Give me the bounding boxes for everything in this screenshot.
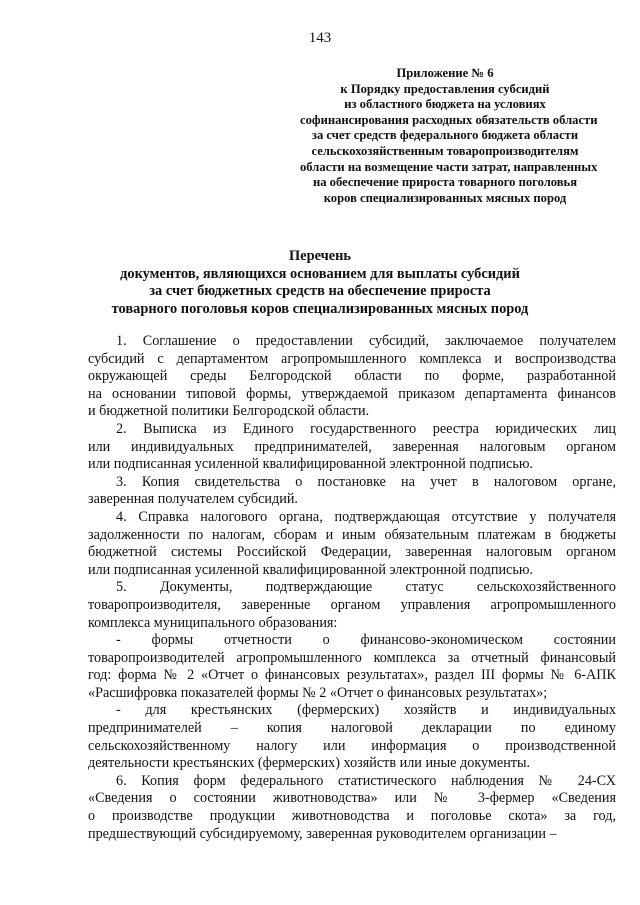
annex-line: коров специализированных мясных пород	[323, 190, 567, 205]
paragraph-line: окружающей среды Белгородской области по форме, разработанной	[88, 368, 616, 385]
paragraph-line: товаропроизводителя, заверенные органом управления агропромышленного	[88, 596, 616, 613]
annex-line: из областного бюджета на условиях	[344, 97, 546, 112]
paragraph-line: на основании типовой формы, утверждаемой приказом департамента финансов	[88, 385, 616, 402]
paragraph-line: 6. Копия форм федерального статистического наблюдения № 24-СХ	[116, 772, 616, 789]
paragraph-line: или индивидуальных предпринимателей, заверенная налоговым органом	[88, 438, 616, 455]
paragraph	[88, 773, 616, 843]
paragraph-line: о производстве продукции животноводства и поголовье скота» за год,	[88, 808, 616, 825]
annex-line: Приложение № 6	[396, 66, 494, 80]
paragraph-line: или подписанная усиленной квалифицированной электронной подписью.	[88, 456, 533, 473]
paragraph-line: комплекса муниципального образования:	[88, 614, 338, 631]
paragraph-line: «Сведения о состоянии животноводства» или № 3-фермер «Сведения	[88, 790, 616, 807]
paragraph-line: предпринимателей – копия налоговой декларации по единому	[88, 720, 616, 737]
paragraph-line: или подписанная усиленной квалифицированной электронной подписью.	[88, 561, 533, 578]
annex-line: к Порядку предоставления субсидий	[340, 81, 550, 96]
document-title	[0, 248, 640, 318]
paragraph	[88, 579, 616, 632]
paragraph-line: 5. Документы, подтверждающие статус сельскохозяйственного	[116, 579, 616, 596]
annex-line: софинансирования расходных обязательств области	[300, 112, 598, 127]
paragraph-line: - формы отчетности о финансово-экономическом состоянии	[116, 632, 616, 649]
paragraph	[88, 632, 616, 702]
paragraph-line: субсидий с департаментом агропромышленного комплекса и воспроизводства	[88, 350, 616, 367]
paragraph-line: год: форма № 2 «Отчет о финансовых результатах», раздел III формы № 6-АПК	[88, 667, 616, 684]
annex-line: за счет средств федерального бюджета области	[311, 128, 579, 143]
paragraph	[88, 702, 616, 772]
page-number: 143	[308, 30, 332, 46]
annex-line: на обеспечение прироста товарного поголовья	[312, 175, 578, 190]
paragraph-line: бюджетной системы Российской Федерации, заверенная налоговым органом	[88, 544, 616, 561]
title-line: товарного поголовья коров специализированных мясных пород	[111, 300, 529, 317]
annex-line: области на возмещение части затрат, направленных	[300, 159, 598, 174]
title-heading: Перечень	[288, 248, 352, 264]
paragraph	[88, 421, 616, 474]
paragraph-line: и бюджетной политики Белгородской области.	[88, 403, 370, 420]
paragraph	[88, 333, 616, 421]
paragraph-line: 3. Копия свидетельства о постановке на учет в налоговом органе,	[116, 473, 616, 490]
paragraph-line: товаропроизводителей агропромышленного комплекса за отчетный финансовый	[88, 649, 616, 666]
paragraph-line: сельскохозяйственному налогу или информация о производственной	[88, 737, 616, 754]
document-body	[88, 333, 616, 843]
paragraph-line: 1. Соглашение о предоставлении субсидий, заключаемое получателем	[116, 333, 616, 349]
annex-line: сельскохозяйственным товаропроизводителям	[311, 143, 579, 158]
paragraph-line: заверенная получателем субсидий.	[88, 491, 298, 508]
paragraph-line: «Расшифровка показателей формы № 2 «Отчет о финансовых результатах»;	[88, 684, 548, 701]
paragraph-line: - для крестьянских (фермерских) хозяйств и индивидуальных	[116, 702, 616, 719]
paragraph-line: 4. Справка налогового органа, подтверждающая отсутствие у получателя	[116, 508, 616, 525]
paragraph	[88, 509, 616, 579]
title-line: документов, являющихся основанием для выплаты субсидий	[120, 265, 520, 282]
paragraph-line: 2. Выписка из Единого государственного реестра юридических лиц	[116, 420, 616, 437]
paragraph	[88, 474, 616, 509]
paragraph-line: предшествующий субсидируемому, заверенная руководителем организации –	[88, 825, 557, 842]
title-line: за счет бюджетных средств на обеспечение прироста	[149, 283, 491, 299]
annex-header	[300, 66, 598, 206]
paragraph-line: деятельности крестьянских (фермерских) хозяйств или иные документы.	[88, 755, 531, 772]
paragraph-line: задолженности по налогам, сборам и иным обязательным платежам в бюджеты	[88, 526, 616, 543]
